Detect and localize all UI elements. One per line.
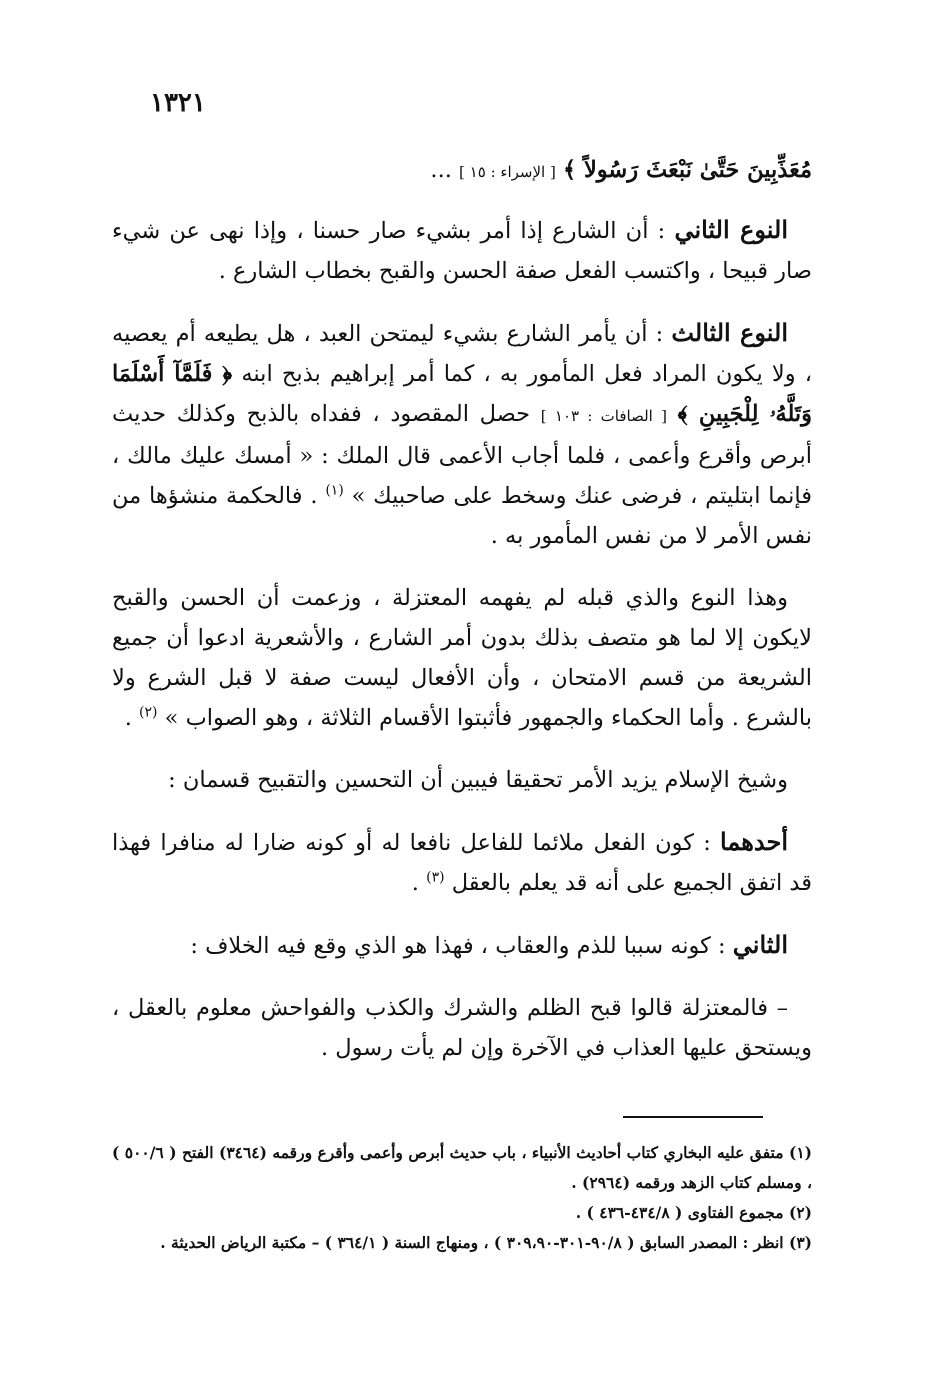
verse-source: [ الصافات : ١٠٣ ] xyxy=(540,407,667,425)
footnote-divider xyxy=(623,1116,763,1118)
paragraph-sheikh xyxy=(112,760,812,800)
footnote-ref: (٣) xyxy=(426,869,445,886)
paragraph-text: – فالمعتزلة قالوا قبح الظلم والشرك والكذب والفواحش معلوم بالعقل ، ويستحق عليها العذاب في الآخرة وإن لم يأت رسول . xyxy=(112,995,812,1061)
paragraph-type-two xyxy=(112,210,812,291)
paragraph-text: حصل المقصود ، ففداه بالذبح وكذلك حديث أبرص وأقرع وأعمى ، فلما أجاب الأعمى قال الملك : « أمسك عليك مالك ، فإنما ابتليتم ، فرضى عنك وسخط على صاحبيك » xyxy=(112,401,812,509)
verse-source: [ الإسراء : ١٥ ] xyxy=(459,163,556,181)
paragraph-dash-item xyxy=(112,988,812,1068)
paragraph-heading: أحدهما xyxy=(720,827,788,856)
paragraph-end: . xyxy=(411,870,419,896)
footnote-1: (١) متفق عليه البخاري كتاب أحاديث الأنبياء ، باب حديث أبرص وأعمى وأقرع ورقمه (٣٤٦٤) الفتح ( ٥٠٠/٦ ) ، ومسلم كتاب الزهد ورقمه (٢٩٦٤) . xyxy=(112,1143,812,1192)
footnote-ref: (٢) xyxy=(139,704,158,721)
paragraph-second-kind xyxy=(112,925,812,966)
paragraph-text: وهذا النوع والذي قبله لم يفهمه المعتزلة ، وزعمت أن الحسن والقبح لايكون إلا لما هو متصف بذلك بدون أمر الشارع ، والأشعرية ادعوا أن جميع الشريعة من قسم الامتحان ، وأن الأفعال ليست صفة لا قبل الشرع ولا بالشرع . وأما الحكماء والجمهور فأثبتوا الأقسام الثلاثة ، وهو الصواب » xyxy=(112,585,812,731)
quran-verse: مُعَذِّبِينَ حَتَّىٰ نَبْعَثَ رَسُولاً ﴾ xyxy=(562,157,812,183)
ellipsis: ... xyxy=(430,157,452,183)
paragraph-text: : كون الفعل ملائما للفاعل نافعا له أو كونه ضارا له منافرا فهذا قد اتفق الجميع على أنه قد يعلم بالعقل xyxy=(112,830,812,896)
paragraph-text: : أن الشارع إذا أمر بشيء صار حسنا ، وإذا نهى عن شيء صار قبيحا ، واكتسب الفعل صفة الحسن والقبح بخطاب الشارع . xyxy=(112,218,812,284)
paragraph-heading: النوع الثالث xyxy=(671,318,788,347)
paragraph-text: : كونه سببا للذم والعقاب ، فهذا هو الذي وقع فيه الخلاف : xyxy=(190,933,726,959)
footnote-3: (٣) انظر : المصدر السابق ( ٩٠/٨-٣٠١-٣٠٩،٩٠ ) ، ومنهاج السنة ( ٣٦٤/١ ) – مكتبة الرياض الحديثة . xyxy=(160,1233,812,1252)
paragraph-end: . xyxy=(124,705,132,731)
verse-continuation xyxy=(112,150,812,192)
paragraph-text: وشيخ الإسلام يزيد الأمر تحقيقا فيبين أن التحسين والتقبيح قسمان : xyxy=(168,767,788,793)
footnote-ref: (١) xyxy=(325,482,344,499)
paragraph-text: : أن يأمر الشارع بشيء ليمتحن العبد ، هل يطيعه أم يعصيه ، ولا يكون المراد فعل المأمور به ، كما أمر إبراهيم بذبح ابنه xyxy=(112,321,812,387)
page-number: ١٣٢١ xyxy=(150,88,206,118)
footnote-2: (٢) مجموع الفتاوى ( ٤٣٤/٨-٤٣٦ ) . xyxy=(575,1203,812,1222)
quran-verse: ﴿ فَلَمَّآ أَسْلَمَا وَتَلَّهُۥ لِلْجَبِينِ ﴾ xyxy=(112,361,813,427)
footnotes xyxy=(112,1138,812,1258)
paragraph-text: . فالحكمة منشؤها من نفس الأمر لا من نفس المأمور به . xyxy=(112,483,812,549)
paragraph-mutazila xyxy=(112,578,812,738)
main-text xyxy=(112,150,812,1090)
paragraph-first-kind xyxy=(112,822,812,903)
paragraph-heading: الثاني xyxy=(732,930,788,959)
paragraph-type-three xyxy=(112,313,812,556)
paragraph-heading: النوع الثاني xyxy=(674,215,789,244)
